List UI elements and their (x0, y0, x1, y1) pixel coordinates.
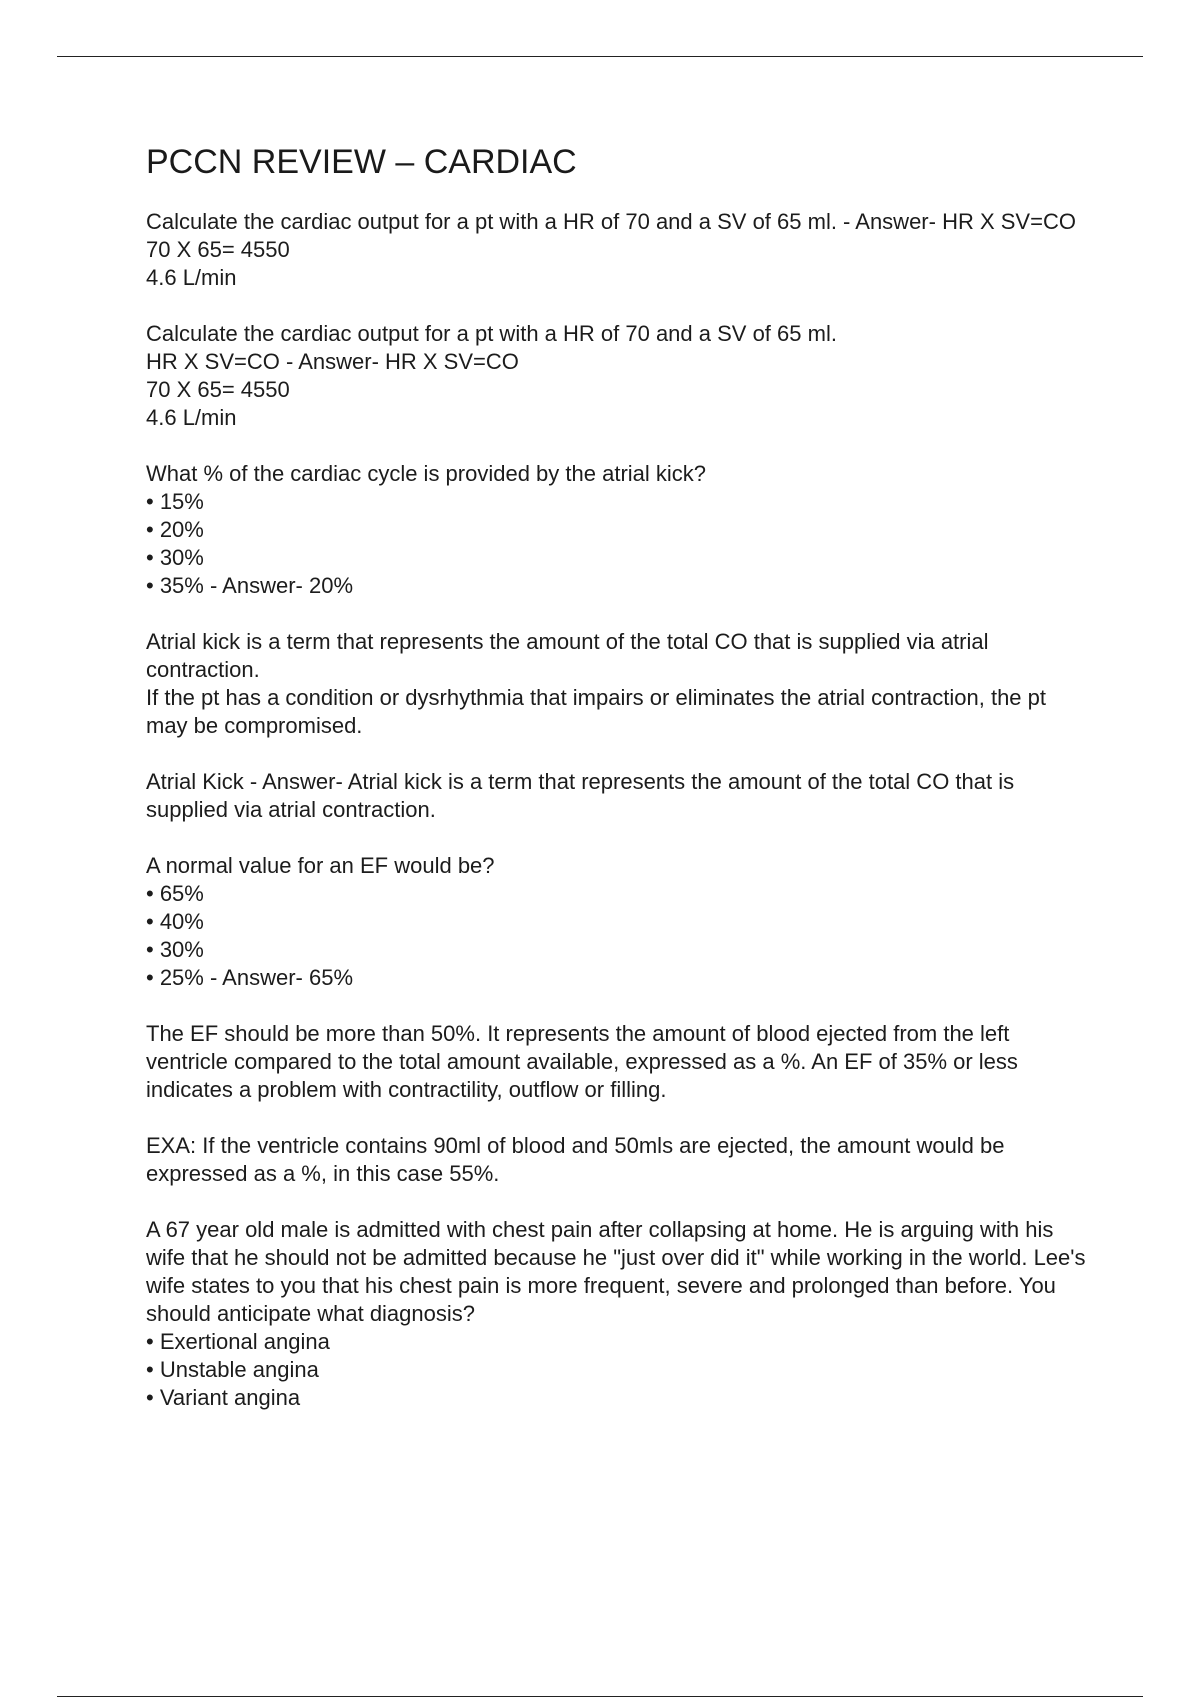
text-line: If the pt has a condition or dysrhythmia that impairs or eliminates the atrial contraction, the pt may be compromised. (146, 685, 1047, 738)
qa-block-atrial-kick-definition (146, 768, 1086, 824)
text-line: HR X SV=CO - Answer- HR X SV=CO (146, 349, 519, 374)
text-line: A 67 year old male is admitted with chest pain after collapsing at home. He is arguing with his wife that he should not be admitted because he "just over did it" while working in the world. Lee's wife states to you that his chest pain is more frequent, severe and prolonged than before. You should anticipate what diagnosis? (146, 1217, 1086, 1326)
qa-block-cardiac-output-2 (146, 320, 1086, 432)
qa-block-atrial-kick-question (146, 460, 1086, 600)
text-line: Calculate the cardiac output for a pt with a HR of 70 and a SV of 65 ml. - Answer- HR X SV=CO (146, 209, 1076, 234)
text-line: The EF should be more than 50%. It represents the amount of blood ejected from the left ventricle compared to the total amount available, expressed as a %. An EF of 35% or less indicates a problem with contractility, outflow or filling. (146, 1021, 1018, 1102)
list-item: • 15% (146, 489, 204, 514)
header-rule (57, 56, 1143, 57)
list-item: • 35% - Answer- 20% (146, 573, 354, 598)
text-line: 4.6 L/min (146, 265, 237, 290)
list-item: • Exertional angina (146, 1329, 330, 1354)
list-item: • 40% (146, 909, 204, 934)
list-item: • 20% (146, 517, 204, 542)
text-line: What % of the cardiac cycle is provided by the atrial kick? (146, 461, 707, 486)
list-item: • 30% (146, 937, 204, 962)
text-line: Atrial Kick - Answer- Atrial kick is a term that represents the amount of the total CO that is supplied via atrial contraction. (146, 769, 1015, 822)
explanation-ef (146, 1020, 1086, 1104)
list-item: • Unstable angina (146, 1357, 319, 1382)
explanation-atrial-kick (146, 628, 1086, 740)
text-line: Atrial kick is a term that represents the amount of the total CO that is supplied via atrial contraction. (146, 629, 989, 682)
qa-block-cardiac-output-1 (146, 208, 1086, 292)
text-line: EXA: If the ventricle contains 90ml of blood and 50mls are ejected, the amount would be expressed as a %, in this case 55%. (146, 1133, 1005, 1186)
qa-block-angina-question (146, 1216, 1086, 1412)
document-body (146, 142, 1086, 1440)
text-line: 70 X 65= 4550 (146, 237, 290, 262)
example-ef (146, 1132, 1086, 1188)
footer-rule (57, 1696, 1143, 1697)
text-line: A normal value for an EF would be? (146, 853, 495, 878)
text-line: Calculate the cardiac output for a pt with a HR of 70 and a SV of 65 ml. (146, 321, 837, 346)
list-item: • Variant angina (146, 1385, 301, 1410)
list-item: • 65% (146, 881, 204, 906)
list-item: • 25% - Answer- 65% (146, 965, 354, 990)
document-title: PCCN REVIEW – CARDIAC (146, 143, 577, 181)
text-line: 4.6 L/min (146, 405, 237, 430)
qa-block-ef-question (146, 852, 1086, 992)
list-item: • 30% (146, 545, 204, 570)
text-line: 70 X 65= 4550 (146, 377, 290, 402)
